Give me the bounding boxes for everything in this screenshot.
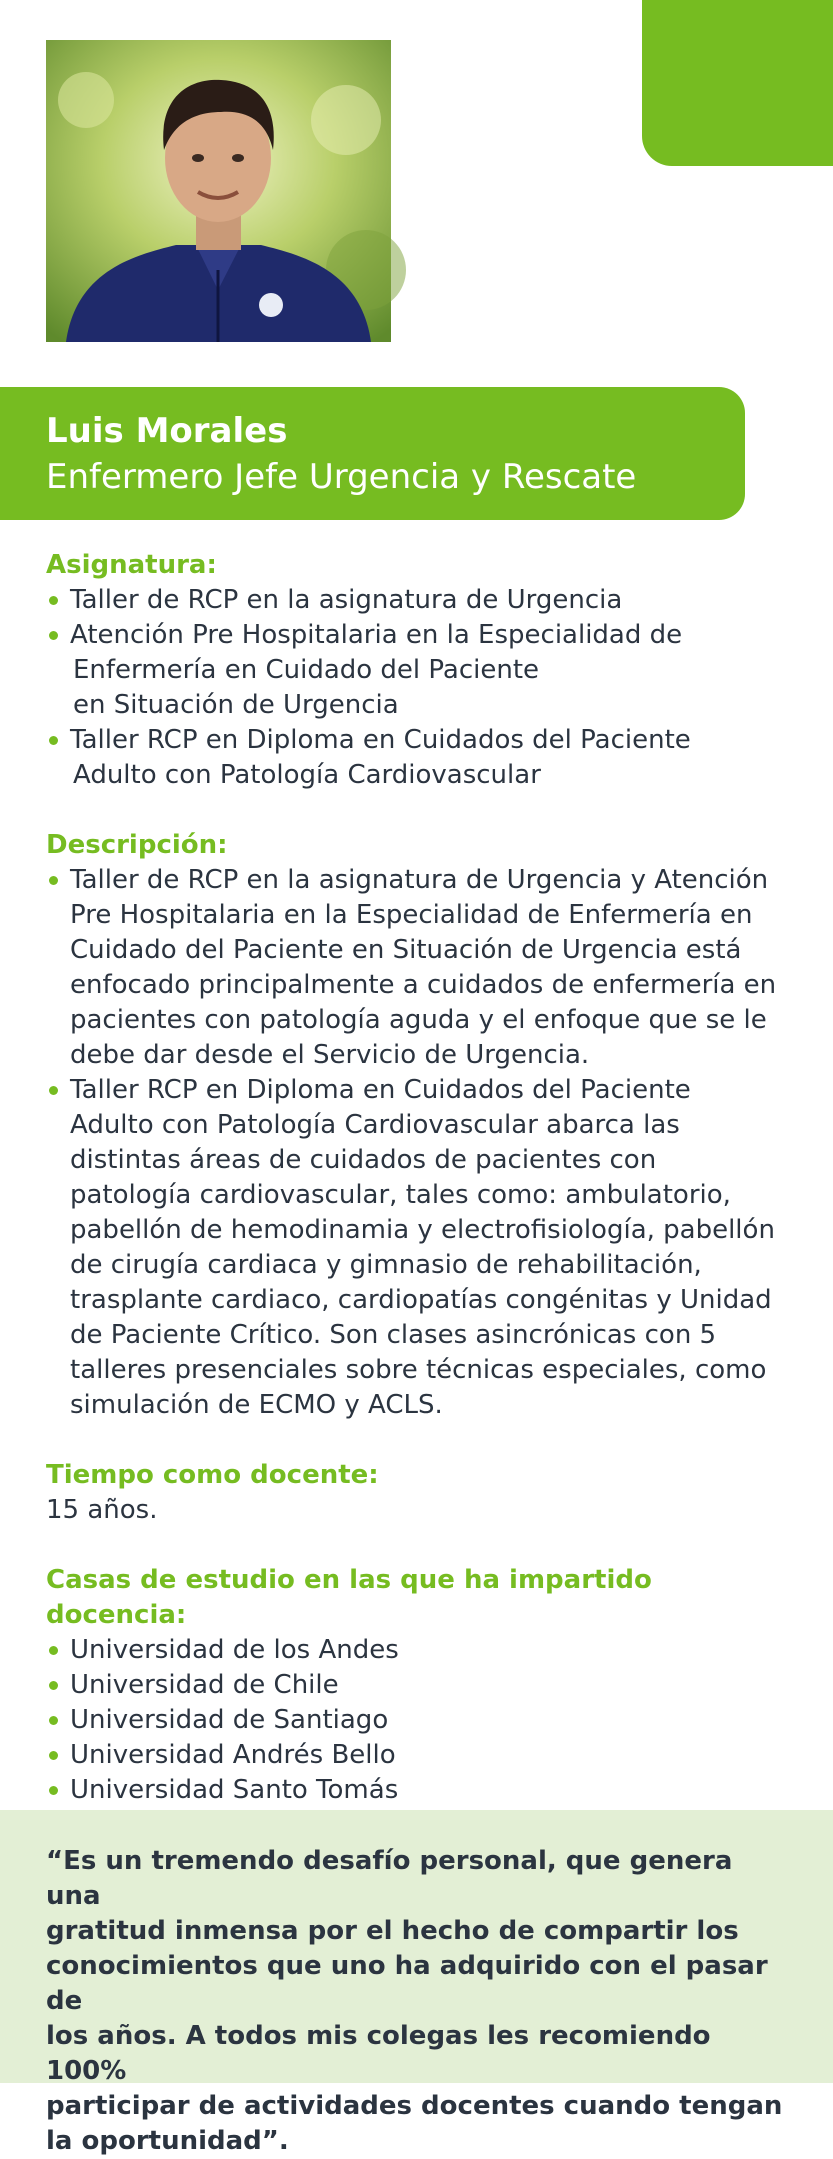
list-item-line: enfocado principalmente a cuidados de enfermería en <box>70 970 777 1000</box>
testimonial-quote <box>46 1844 793 2159</box>
list-item-line: trasplante cardiaco, cardiopatías congénitas y Unidad <box>70 1285 772 1315</box>
list-item-line: Adulto con Patología Cardiovascular abarca las <box>70 1110 680 1140</box>
casas-list <box>46 1633 796 1808</box>
list-item-line: patología cardiovascular, tales como: ambulatorio, <box>70 1180 731 1210</box>
quote-line: gratitud inmensa por el hecho de compartir los <box>46 1916 739 1946</box>
list-item-line: talleres presenciales sobre técnicas especiales, como <box>70 1355 767 1385</box>
quote-line: los años. A todos mis colegas les recomiendo 100% <box>46 2021 711 2086</box>
decorative-corner-block <box>642 0 833 166</box>
asignatura-list <box>46 583 796 793</box>
section-title-asignatura: Asignatura: <box>46 550 217 580</box>
quote-line: conocimientos que uno ha adquirido con el pasar de <box>46 1951 768 2016</box>
list-item: Universidad Andrés Bello <box>46 1738 796 1773</box>
portrait-image <box>46 40 391 342</box>
list-item: Universidad de los Andes <box>46 1633 796 1668</box>
list-item-line: de cirugía cardiaca y gimnasio de rehabilitación, <box>70 1250 702 1280</box>
list-item-line: debe dar desde el Servicio de Urgencia. <box>70 1040 590 1070</box>
tiempo-section <box>46 1458 796 1528</box>
person-role: Enfermero Jefe Urgencia y Rescate <box>46 457 637 497</box>
list-item: Universidad Santo Tomás <box>46 1773 796 1808</box>
list-item <box>46 618 796 723</box>
list-item-line: Adulto con Patología Cardiovascular <box>73 760 541 790</box>
quote-box <box>0 1810 833 2156</box>
name-banner <box>0 387 745 520</box>
section-title-descripcion: Descripción: <box>46 830 228 860</box>
list-item-line: en Situación de Urgencia <box>73 690 399 720</box>
descripcion-section <box>46 828 796 1423</box>
list-item-line: Taller RCP en Diploma en Cuidados del Paciente <box>70 1075 691 1105</box>
list-item-line: pabellón de hemodinamia y electrofisiología, pabellón <box>70 1215 775 1245</box>
casas-section <box>46 1563 796 1808</box>
profile-photo <box>46 40 391 342</box>
list-item-line: Atención Pre Hospitalaria en la Especialidad de <box>70 620 683 650</box>
quote-line: la oportunidad”. <box>46 2126 289 2156</box>
list-item-line: Taller RCP en Diploma en Cuidados del Paciente <box>70 725 691 755</box>
list-item: Universidad de Chile <box>46 1668 796 1703</box>
list-item <box>46 1073 796 1423</box>
list-item: Universidad de Santiago <box>46 1703 796 1738</box>
quote-line: “Es un tremendo desafío personal, que genera una <box>46 1846 733 1911</box>
list-item-line: simulación de ECMO y ACLS. <box>70 1390 443 1420</box>
profile-content <box>46 548 796 1843</box>
tiempo-value: 15 años. <box>46 1495 158 1525</box>
list-item-line: Taller de RCP en la asignatura de Urgencia <box>70 585 623 615</box>
quote-line: participar de actividades docentes cuando tengan <box>46 2091 783 2121</box>
list-item <box>46 863 796 1073</box>
descripcion-list <box>46 863 796 1423</box>
list-item-line: distintas áreas de cuidados de pacientes con <box>70 1145 657 1175</box>
list-item <box>46 583 796 618</box>
list-item-line: de Paciente Crítico. Son clases asincrónicas con 5 <box>70 1320 717 1350</box>
list-item <box>46 723 796 793</box>
list-item-line: Cuidado del Paciente en Situación de Urgencia está <box>70 935 742 965</box>
list-item-line: pacientes con patología aguda y el enfoque que se le <box>70 1005 767 1035</box>
list-item-line: Taller de RCP en la asignatura de Urgencia y Atención <box>70 865 769 895</box>
section-title-tiempo: Tiempo como docente: <box>46 1460 379 1490</box>
asignatura-section <box>46 548 796 793</box>
list-item-line: Enfermería en Cuidado del Paciente <box>73 655 540 685</box>
person-name: Luis Morales <box>46 411 288 451</box>
section-title-casas: Casas de estudio en las que ha impartido docencia: <box>46 1565 652 1630</box>
list-item-line: Pre Hospitalaria en la Especialidad de Enfermería en <box>70 900 753 930</box>
